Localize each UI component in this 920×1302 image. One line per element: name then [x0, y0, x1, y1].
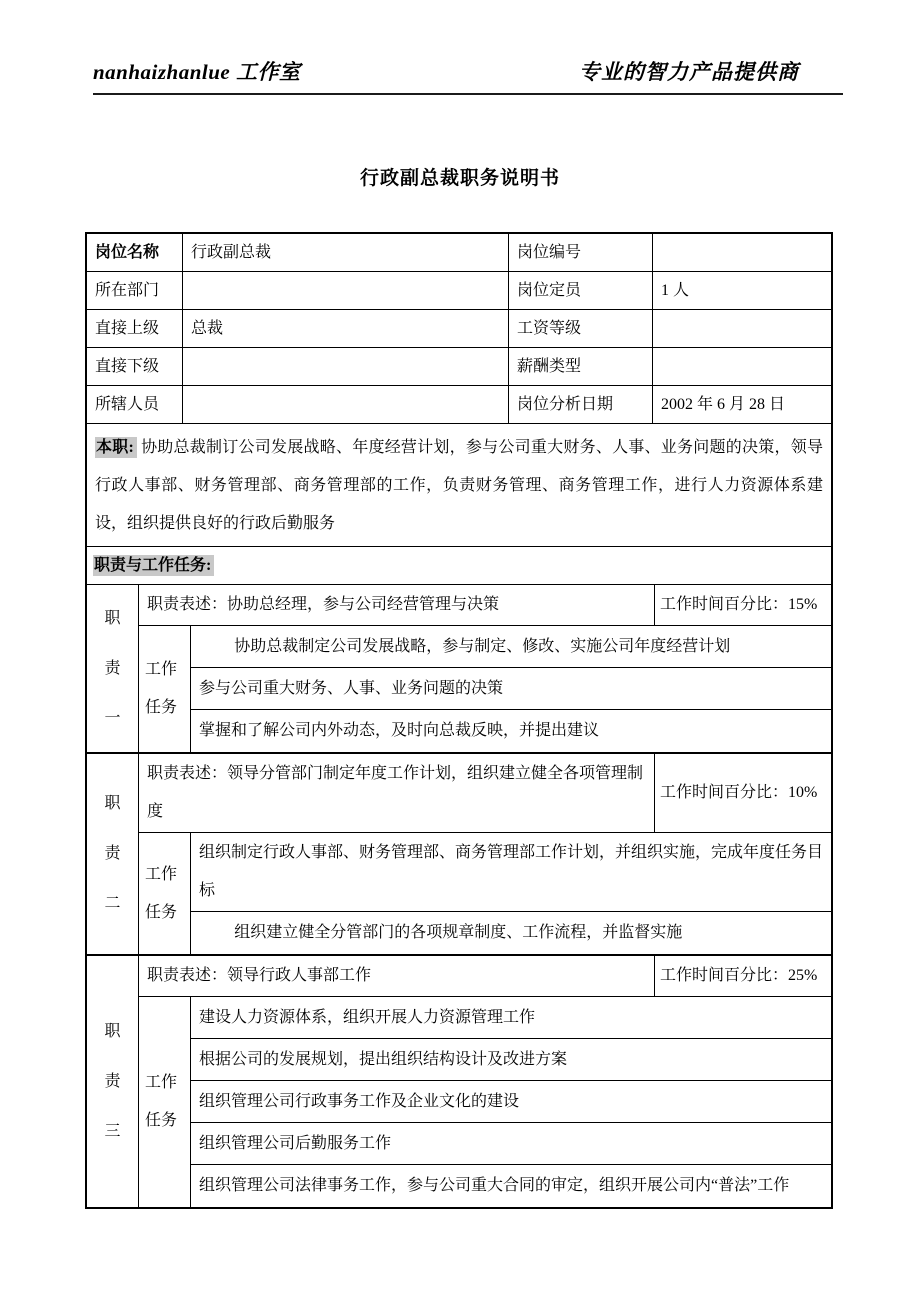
duty-statement: [139, 585, 654, 625]
info-label: 工资等级: [509, 310, 653, 347]
duty-statement: [139, 956, 654, 996]
statement-label: 职责表述：: [147, 596, 228, 613]
duties-section-label: 职责与工作任务:: [93, 555, 214, 576]
info-row: [87, 386, 831, 424]
task-item: 建设人力资源体系，组织开展人力资源管理工作: [191, 997, 831, 1039]
duty-block-1: [87, 585, 831, 752]
task-item: 掌握和了解公司内外动态，及时向总裁反映，并提出建议: [199, 722, 600, 739]
duty-tasks-row: [139, 833, 831, 954]
task-item: 组织管理公司行政事务工作及企业文化的建设: [191, 1081, 831, 1123]
info-label: 岗位名称: [87, 234, 183, 271]
task-list: [191, 997, 831, 1207]
duty-body: [139, 585, 831, 752]
info-label: 直接下级: [87, 348, 183, 385]
duties-section-header: [87, 547, 831, 585]
duty-statement-row: [139, 956, 831, 997]
duty-tasks-row: [139, 626, 831, 752]
duty-block-2: [87, 752, 831, 954]
info-label: 岗位编号: [509, 234, 653, 271]
info-value: 总裁: [183, 310, 509, 347]
info-value: 2002 年 6 月 28 日: [661, 396, 786, 413]
document-title: 行政副总裁职务说明书: [359, 168, 560, 189]
duty-name: 职责一: [87, 585, 139, 752]
duty-name: 职责三: [87, 956, 139, 1207]
job-summary-text: 协助总裁制订公司发展战略、年度经营计划，参与公司重大财务、人事、业务问题的决策，领导行政人事部、财务管理部、商务管理部的工作，负责财务管理、商务管理工作，进行人力资源体系建设，组织提供良好的行政后勤服务: [95, 439, 823, 532]
info-label: 所辖人员: [87, 386, 183, 423]
job-description-table: [85, 232, 833, 1209]
task-item: 组织管理公司后勤服务工作: [191, 1123, 831, 1165]
time-percent-value: 25%: [788, 967, 818, 984]
job-summary-label: 本职:: [95, 437, 137, 458]
info-value: [653, 348, 831, 385]
task-list: [191, 626, 831, 752]
duty-block-3: [87, 954, 831, 1207]
info-value: [183, 386, 509, 423]
info-label: 薪酬类型: [509, 348, 653, 385]
time-percent-cell: [654, 956, 831, 996]
info-label: 直接上级: [87, 310, 183, 347]
info-label: 岗位分析日期: [509, 386, 653, 423]
info-value: [183, 272, 509, 309]
time-percent-value: 15%: [788, 596, 818, 613]
info-row: [87, 272, 831, 310]
duty-body: [139, 956, 831, 1207]
page-header: [93, 56, 843, 95]
info-label: 所在部门: [87, 272, 183, 309]
company-slogan: 专业的智力产品提供商: [579, 60, 799, 84]
task-list: [191, 833, 831, 954]
task-label-cell: [139, 833, 191, 954]
statement-text: 领导分管部门制定年度工作计划，组织建立健全各项管理制度: [147, 765, 644, 820]
info-value: [653, 234, 831, 271]
duty-tasks-row: [139, 997, 831, 1207]
info-value: 行政副总裁: [183, 234, 509, 271]
time-percent-label: 工作时间百分比：: [660, 784, 789, 801]
task-label-cell: [139, 626, 191, 752]
statement-text: 领导行政人事部工作: [227, 967, 372, 984]
task-item: 协助总裁制定公司发展战略，参与制定、修改、实施公司年度经营计划: [191, 626, 831, 668]
info-value: [183, 348, 509, 385]
duty-body: [139, 754, 831, 954]
info-row: [87, 348, 831, 386]
duty-statement-row: [139, 754, 831, 833]
task-item: 组织制定行政人事部、财务管理部、商务管理部工作计划，并组织实施，完成年度任务目标: [191, 833, 831, 912]
task-label: 工作任务: [145, 661, 178, 716]
info-value: 1 人: [661, 282, 690, 299]
task-item: 组织建立健全分管部门的各项规章制度、工作流程，并监督实施: [234, 924, 683, 941]
task-item: 组织管理公司法律事务工作，参与公司重大合同的审定，组织开展公司内“普法”工作: [199, 1177, 790, 1194]
info-row: [87, 234, 831, 272]
info-value: [653, 310, 831, 347]
job-summary-section: [87, 424, 831, 547]
task-label: 工作任务: [145, 865, 178, 921]
statement-text: 协助总经理，参与公司经营管理与决策: [227, 596, 500, 613]
statement-label: 职责表述：: [147, 967, 228, 984]
info-label: 岗位定员: [509, 272, 653, 309]
info-row: [87, 310, 831, 348]
time-percent-cell: [654, 754, 831, 832]
time-percent-value: 10%: [788, 784, 818, 801]
duty-name: 职责二: [87, 754, 139, 954]
duty-statement-row: [139, 585, 831, 626]
task-item: 根据公司的发展规划，提出组织结构设计及改进方案: [191, 1039, 831, 1081]
statement-label: 职责表述：: [147, 765, 228, 782]
task-label-cell: [139, 997, 191, 1207]
time-percent-label: 工作时间百分比：: [660, 967, 789, 984]
time-percent-cell: [654, 585, 831, 625]
duty-statement: [139, 754, 654, 832]
time-percent-label: 工作时间百分比：: [660, 596, 789, 613]
task-item: 参与公司重大财务、人事、业务问题的决策: [191, 668, 831, 710]
task-label: 工作任务: [145, 1074, 178, 1129]
studio-name: nanhaizhanlue 工作室: [93, 60, 301, 84]
